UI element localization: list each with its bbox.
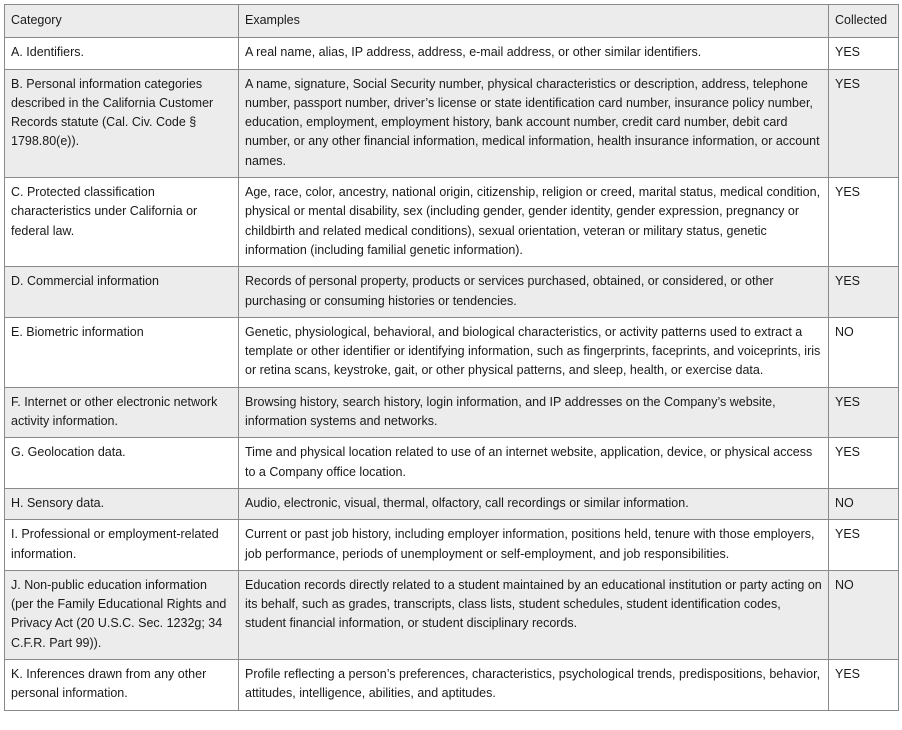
- examples-cell: Browsing history, search history, login information, and IP addresses on the Company’s website, information systems and networks.: [239, 387, 829, 438]
- collected-cell: NO: [829, 488, 899, 519]
- table-row: [5, 178, 899, 267]
- table-row: [5, 387, 899, 438]
- table-row: [5, 38, 899, 69]
- table-header: [5, 5, 899, 38]
- category-cell: K. Inferences drawn from any other personal information.: [5, 660, 239, 711]
- category-cell: E. Biometric information: [5, 317, 239, 387]
- collected-cell: YES: [829, 660, 899, 711]
- header-category: Category: [5, 5, 239, 38]
- category-cell: C. Protected classification characteristics under California or federal law.: [5, 178, 239, 267]
- header-examples: Examples: [239, 5, 829, 38]
- collected-cell: NO: [829, 570, 899, 659]
- category-cell: G. Geolocation data.: [5, 438, 239, 489]
- collected-cell: YES: [829, 520, 899, 571]
- category-cell: F. Internet or other electronic network activity information.: [5, 387, 239, 438]
- table-row: [5, 317, 899, 387]
- table-row: [5, 69, 899, 177]
- collected-cell: YES: [829, 38, 899, 69]
- examples-cell: Education records directly related to a student maintained by an educational institution or party acting on its behalf, such as grades, transcripts, class lists, student schedules, student identification codes, student financial information, or student disciplinary records.: [239, 570, 829, 659]
- category-cell: I. Professional or employment-related information.: [5, 520, 239, 571]
- table-row: [5, 520, 899, 571]
- category-cell: B. Personal information categories described in the California Customer Records statute (Cal. Civ. Code § 1798.80(e)).: [5, 69, 239, 177]
- category-cell: A. Identifiers.: [5, 38, 239, 69]
- examples-cell: Current or past job history, including employer information, positions held, tenure with those employers, job performance, periods of unemployment or self-employment, and job responsibilities.: [239, 520, 829, 571]
- category-cell: J. Non-public education information (per the Family Educational Rights and Privacy Act (20 U.S.C. Sec. 1232g; 34 C.F.R. Part 99)).: [5, 570, 239, 659]
- table-row: [5, 267, 899, 318]
- collected-cell: YES: [829, 69, 899, 177]
- examples-cell: A real name, alias, IP address, address, e-mail address, or other similar identifiers.: [239, 38, 829, 69]
- examples-cell: Genetic, physiological, behavioral, and biological characteristics, or activity patterns used to extract a template or other identifier or identifying information, such as fingerprints, faceprints, and voiceprints, iris or retina scans, keystroke, gait, or other physical patterns, and sleep, health, or exercise data.: [239, 317, 829, 387]
- collected-cell: YES: [829, 438, 899, 489]
- table-row: [5, 488, 899, 519]
- collected-cell: YES: [829, 178, 899, 267]
- table-row: [5, 570, 899, 659]
- header-row: [5, 5, 899, 38]
- header-collected: Collected: [829, 5, 899, 38]
- examples-cell: Audio, electronic, visual, thermal, olfactory, call recordings or similar information.: [239, 488, 829, 519]
- personal-info-categories-table: [4, 4, 899, 711]
- examples-cell: Records of personal property, products or services purchased, obtained, or considered, or other purchasing or consuming histories or tendencies.: [239, 267, 829, 318]
- category-cell: D. Commercial information: [5, 267, 239, 318]
- category-cell: H. Sensory data.: [5, 488, 239, 519]
- table-row: [5, 438, 899, 489]
- examples-cell: Age, race, color, ancestry, national origin, citizenship, religion or creed, marital status, medical condition, physical or mental disability, sex (including gender, gender identity, gender expression, pregnancy or childbirth and related medical conditions), sexual orientation, veteran or military status, genetic information (including familial genetic information).: [239, 178, 829, 267]
- collected-cell: NO: [829, 317, 899, 387]
- examples-cell: Profile reflecting a person’s preferences, characteristics, psychological trends, predispositions, behavior, attitudes, intelligence, abilities, and aptitudes.: [239, 660, 829, 711]
- collected-cell: YES: [829, 267, 899, 318]
- table-row: [5, 660, 899, 711]
- table-body: [5, 38, 899, 710]
- examples-cell: Time and physical location related to use of an internet website, application, device, or physical access to a Company office location.: [239, 438, 829, 489]
- collected-cell: YES: [829, 387, 899, 438]
- examples-cell: A name, signature, Social Security number, physical characteristics or description, address, telephone number, passport number, driver’s license or state identification card number, insurance policy number, education, employment, employment history, bank account number, credit card number, debit card number, or any other financial information, medical information, health insurance information, or account names.: [239, 69, 829, 177]
